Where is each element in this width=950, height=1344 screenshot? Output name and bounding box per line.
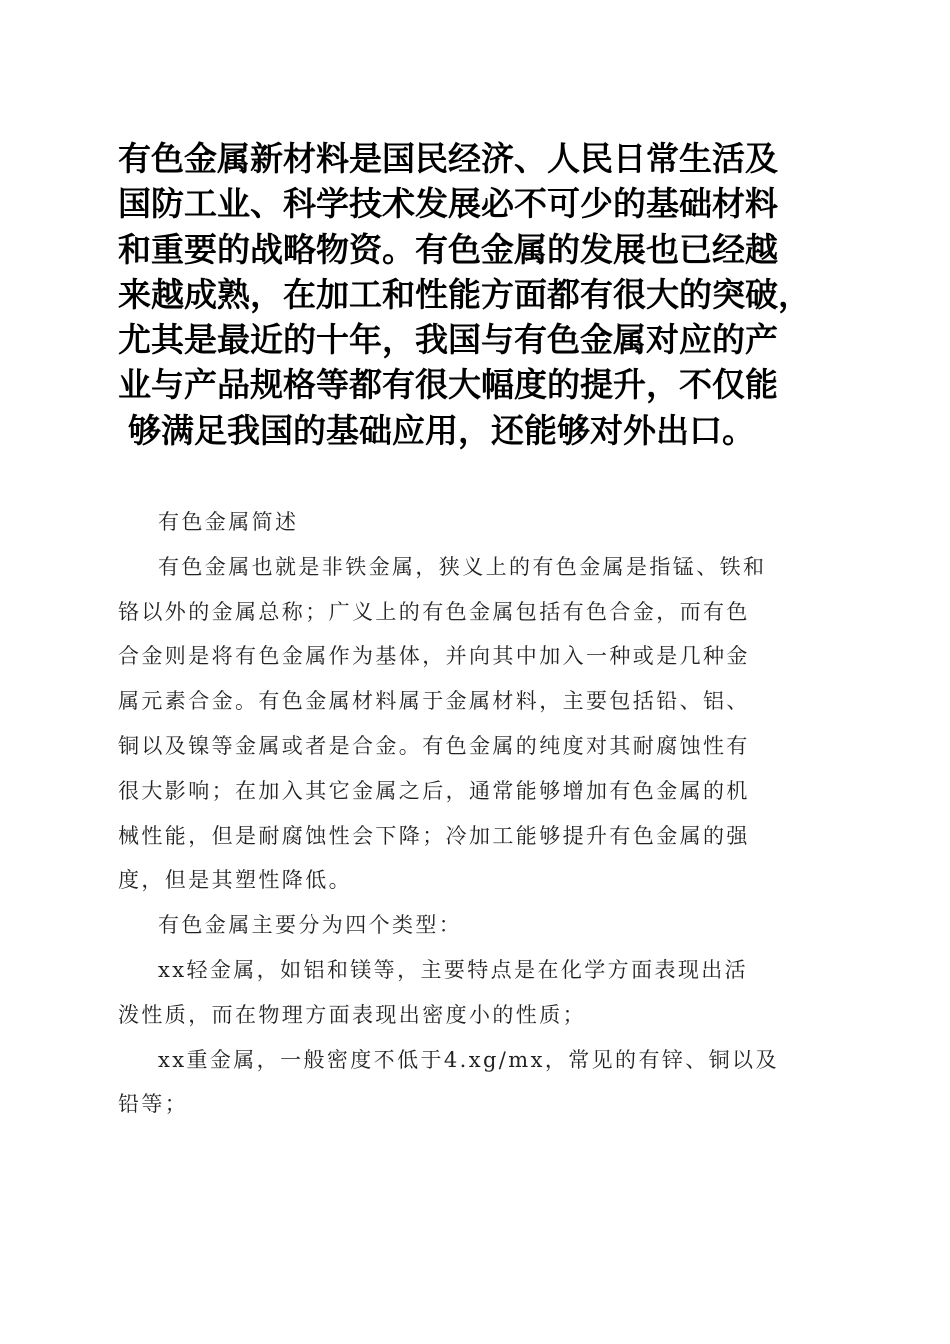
intro-line: 有色金属新材料是国民经济、人民日常生活及 [118, 139, 778, 178]
body-line: 械性能，但是耐腐蚀性会下降；冷加工能够提升有色金属的强 [118, 823, 750, 848]
intro-line: 来越成熟，在加工和性能方面都有很大的突破， [118, 274, 811, 314]
body-line: 度，但是其塑性降低。 [118, 868, 352, 893]
intro-line: 尤其是最近的十年，我国与有色金属对应的产 [118, 320, 778, 360]
intro-paragraph [118, 136, 840, 453]
body-line: 泼性质，而在物理方面表现出密度小的性质； [118, 1002, 586, 1027]
intro-line: 国防工业、科学技术发展必不可少的基础材料 [118, 184, 778, 224]
body-line: 铜以及镍等金属或者是合金。有色金属的纯度对其耐腐蚀性有 [118, 733, 750, 758]
body-line: 铅等； [118, 1092, 189, 1117]
body-line: 有色金属也就是非铁金属，狭义上的有色金属是指锰、铁和 [158, 554, 767, 579]
section-heading: 有色金属简述 [158, 510, 299, 534]
intro-line: 业与产品规格等都有很大幅度的提升，不仅能 [118, 365, 778, 405]
body-line: xx轻金属，如铝和镁等，主要特点是在化学方面表现出活 [158, 957, 749, 982]
body-line: 有色金属主要分为四个类型： [158, 913, 463, 938]
body-line: 很大影响；在加入其它金属之后，通常能够增加有色金属的机 [118, 778, 750, 803]
body-line: 属元素合金。有色金属材料属于金属材料，主要包括铅、铝、 [118, 689, 750, 714]
intro-line: 和重要的战略物资。有色金属的发展也已经越 [118, 229, 778, 269]
body-line: 铬以外的金属总称；广义上的有色金属包括有色合金，而有色 [118, 599, 750, 624]
body-line: 合金则是将有色金属作为基体，并向其中加入一种或是几种金 [118, 644, 750, 669]
body-text [118, 500, 828, 1127]
intro-line: 够满足我国的基础应用，还能够对外出口。 [128, 410, 755, 450]
body-line: xx重金属，一般密度不低于4.xg/mx，常见的有锌、铜以及 [158, 1047, 779, 1072]
